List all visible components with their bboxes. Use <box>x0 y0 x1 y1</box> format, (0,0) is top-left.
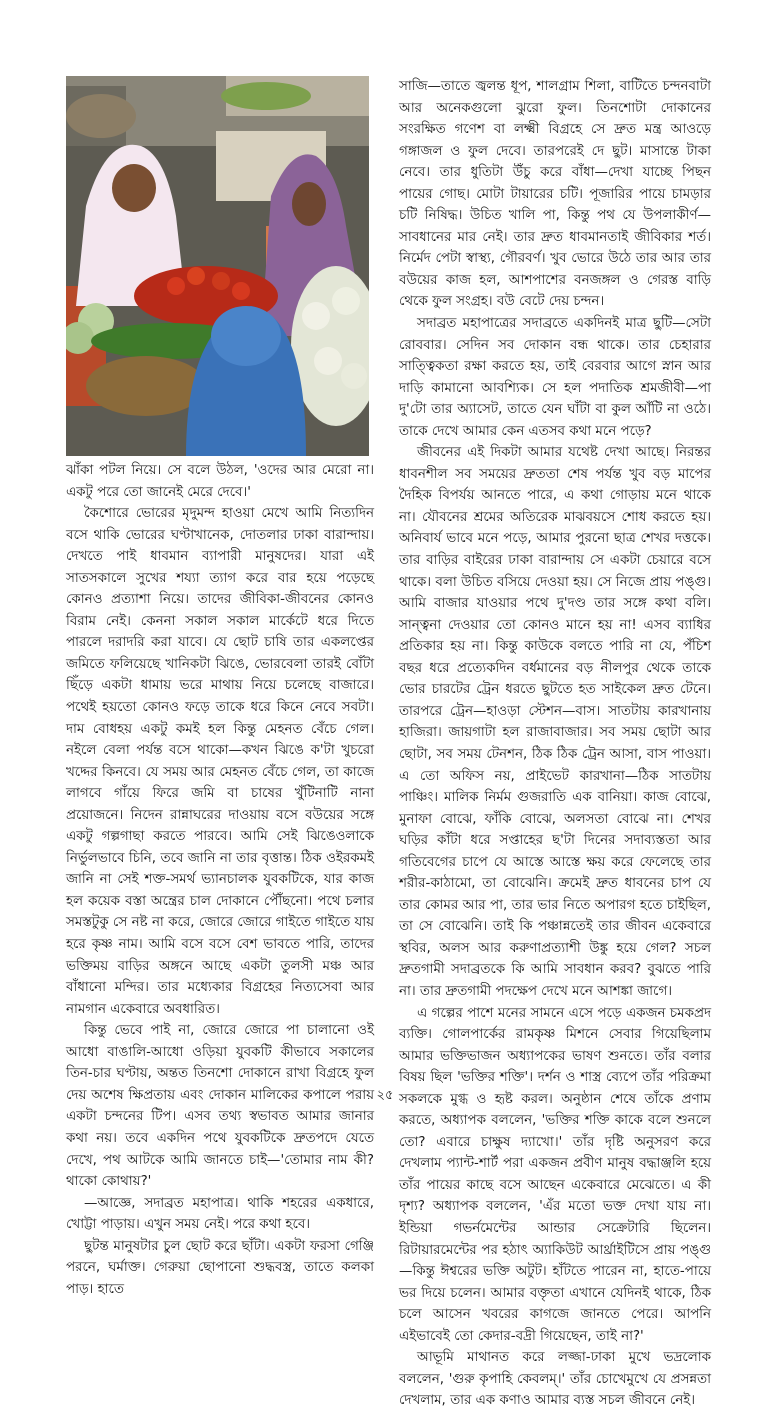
left-text-column <box>66 460 374 1300</box>
market-photo <box>66 76 369 456</box>
page-number: ২৫ <box>376 1088 394 1103</box>
paragraph: আভূমি মাথানত করে লজ্জা-ঢাকা মুখে ভদ্রলোক বললেন, 'গুরু কৃপাহি কেবলম্।' তাঁর চোখেমুখে যে প্রসন্নতা দেখলাম, তার এক কণাও আমার ব্যস্ত সচল জীবনে নেই। <box>399 1350 711 1409</box>
paragraph: সাজি—তাতে জ্বলন্ত ধূপ, শালগ্রাম শিলা, বাটিতে চন্দনবাটা আর অনেকগুলো ঝুরো ফুল। তিনশোটা দোকানের সংরক্ষিত গণেশ বা লক্ষ্মী বিগ্রহে সে দ্রুত মন্ত্র আওড়ে গঙ্গাজল ও ফুল দেবে। তারপরেই দে ছুট। মাসান্তে টাকা নেবে। তার ধুতিটা উঁচু করে বাঁধা—দেখা যাচ্ছে পিছন পায়ের গোছ। মোটা টায়ারের চটি। পূজারির পায়ে চামড়ার চটি নিষিদ্ধ। উচিত খালি পা, কিন্তু পথ যে উপলাকীর্ণ—সাবধানের মার নেই। তার দ্রুত ধাবমানতাই জীবিকার শর্ত। নির্মেদ পেটা স্বাস্থ্য, গৌরবর্ণ। খুব ভোরে উঠে তার আর তার বউয়ের কাজ হল, আশপাশের বনজঙ্গল ও গেরস্ত বাড়ি থেকে ফুল সংগ্রহ। বউ বেটে দেয় চন্দন। <box>399 79 711 310</box>
paragraph: কৈশোরে ভোরের মৃদুমন্দ হাওয়া মেখে আমি নিত্যদিন বসে থাকি ভোরের ঘণ্টাখানেক, দোতলার ঢাকা বারান্দায়। দেখতে পাই ধাবমান ব্যাপারী মানুষদের। যারা এই সাতসকালে সুখের শয্যা ত্যাগ করে বার হয়ে পড়েছে কোনও প্রত্যাশা নিয়ে। তাদের জীবিকা-জীবনের কোনও বিরাম নেই। কেননা সকাল সকাল মার্কেটে ধরে দিতে পারলে দরাদরি করা যাবে। যে ছোট চাষি তার একলপ্তের জমিতে ফলিয়েছে খানিকটা ঝিঙে, ভোরবেলা তারই বোঁটা ছিঁড়ে একটা ধামায় ভরে মাথায় নিয়ে চলেছে বাজারে। পথেই হয়তো কোনও ফড়ে তাকে ধরে কিনে নেবে সবটা। দাম বোধহয় একটু কমই হল কিন্তু মেহনত বেঁচে গেল। নইলে বেলা পর্যন্ত বসে থাকো—কখন ঝিঙে ক'টা খুচরো খদ্দের কিনবে। যে সময় আর মেহনত বেঁচে গেল, তা কাজে লাগবে গাঁয়ে ফিরে জমি বা চাষের খুঁটিনাটি নানা প্রয়োজনে। নিদেন রান্নাঘরের দাওয়ায় বসে বউয়ের সঙ্গে একটু গল্পগাছা করতে পারবে। আমি সেই ঝিঙেওলাকে নির্ভুলভাবে চিনি, তবে জানি না তার বৃত্তান্ত। ঠিক ওইরকমই জানি না সেই শক্ত-সমর্থ ভ্যানচালক যুবকটিকে, যার কাজ হল কয়েক বস্তা অন্ত্রের চাল দোকানে পৌঁছনো। পথে চলার সমস্তটুকু সে নষ্ট না করে, জোরে জোরে গাইতে গাইতে যায় হরে কৃষ্ণ নাম। আমি বসে বসে বেশ ভাবতে পারি, তাদের ভক্তিময় বাড়ির অঙ্গনে আছে একটা তুলসী মঞ্চ আর বাঁধানো মন্দির। তার মধ্যেকার বিগ্রহের নিত্যসেবা আর নামগান একেবারে অবধারিত। <box>66 506 374 1017</box>
paragraph: —আজ্ঞে, সদাব্রত মহাপাত্র। থাকি শহরের একধারে, খোট্টা পাড়ায়। এখুন সময় নেই। পরে কথা হবে। <box>66 1195 374 1233</box>
right-text-column <box>399 76 711 1412</box>
paragraph: ঝাঁকা পটল নিয়ে। সে বলে উঠল, 'ওদের আর মেরো না। একটু পরে তো জানেই মেরে দেবে।' <box>66 463 374 500</box>
paragraph: জীবনের এই দিকটা আমার যথেষ্ট দেখা আছে। নিরন্তর ধাবনশীল সব সময়ের দ্রুততা শেষ পর্যন্ত খুব বড় মাপের দৈহিক বিপর্যয় আনতে পারে, এ কথা গোড়ায় মনে থাকে না। যৌবনের শ্রমের অতিরেক মাঝবয়সে শোধ করতে হয়। অনিবার্য ভাবে মনে পড়ে, আমার পুরনো ছাত্র শেখর দত্তকে। তার বাড়ির বাইরের ঢাকা বারান্দায় সে একটা চেয়ারে বসে থাকে। বলা উচিত বসিয়ে দেওয়া হয়। সে নিজে প্রায় পঙ্গু। আমি বাজার যাওয়ার পথে দু'দণ্ড তার সঙ্গে কথা বলি। সান্ত্বনা দেওয়ার তো কোনও মানে হয় না! এসব ব্যাধির প্রতিকার হয় না। কিন্তু কাউকে বলতে পারি না যে, পঁচিশ বছর ধরে প্রত্যেকদিন বর্ধমানের বড় নীলপুর থেকে তাকে ভোর চারটের ট্রেন ধরতে ছুটতে হত সাইকেল দ্রুত টেনে। তারপরে ট্রেন—হাওড়া স্টেশন—বাস। সাতটায় কারখানায় হাজিরা। জায়গাটা হল রাজাবাজার। সব সময় ছোটা আর ছোটা, সব সময় টেনশন, ঠিক ঠিক ট্রেন আসা, বাস পাওয়া। এ তো অফিস নয়, প্রাইভেট কারখানা—ঠিক সাতটায় পাঞ্চিং। মালিক নির্মম গুজরাতি এক বানিয়া। কাজ বোঝে, মুনাফা বোঝে, ফাঁকি বোঝে, অলসতা বোঝে না। শেখর ঘড়ির কাঁটা ধরে সপ্তাহের ছ'টা দিনের সদাব্যস্ততা আর গতিবেগের চাপে যে আস্তে আস্তে ক্ষয় করে ফেলেছে তার শরীর-কাঠামো, তা বোঝেনি। ক্রমেই দ্রুত ধাবনের চাপ যে তার কোমর আর পা, তার ভার নিতে অপারগ হতে চাইছিল, তা সে বোঝেনি। তাই কি পঞ্চান্নতেই তার জীবন একেবারে স্থবির, অলস আর করুণাপ্রত্যাশী উঙ্কু হয়ে গেল? সচল দ্রুতগামী সদাব্রতকে কি আমি সাবধান করব? বুঝতে পারি না। তার দ্রুতগামী পদক্ষেপ দেখে মনে আশঙ্কা জাগে। <box>399 445 711 999</box>
paragraph: সদাব্রত মহাপাত্রের সদাব্রতে একদিনই মাত্র ছুটি—সেটা রোববার। সেদিন সব দোকান বন্ধ থাকে। তার চেহারার সাত্ত্বিকতা রক্ষা করতে হয়, তাই বেরবার আগে স্নান আর দাড়ি কামানো আবশ্যিক। সে হল পদাতিক শ্রমজীবী—পা দু'টো তার অ্যাসেট, তাতে যেন ঘাঁটা বা কুল আঁটি না ওঠে। তাকে দেখে আমার কেন এতসব কথা মনে পড়ে? <box>399 316 711 439</box>
paragraph: কিন্তু ভেবে পাই না, জোরে জোরে পা চালানো ওই আধো বাঙালি-আধো ওড়িয়া যুবকটি কীভাবে সকালের তিন-চার ঘণ্টায়, অন্তত তিনশো দোকানে রাখা বিগ্রহে ফুল দেয় অশেষ ক্ষিপ্রতায় এবং দোকান মালিকের কপালে পরায় একটা চন্দনের টিপ। এসব তথ্য স্বভাবত আমার জানার কথা নয়। তবে একদিন পথে যুবকটিকে দ্রুতপদে যেতে দেখে, পথ আটকে আমি জানতে চাই—'তোমার নাম কী? থাকো কোথায়?' <box>66 1023 374 1190</box>
paragraph: এ গল্পের পাশে মনের সামনে এসে পড়ে একজন চমকপ্রদ ব্যক্তি। গোলপার্কের রামকৃষ্ণ মিশনে সেবার গিয়েছিলাম আমার ভক্তিভাজন অধ্যাপকের ভাষণ শুনতে। তাঁর বলার বিষয় ছিল 'ভক্তির শক্তি'। দর্শন ও শাস্ত্র ব্যেপে তাঁর পরিক্রমা সকলকে মুগ্ধ ও হৃষ্ট করল। অনুষ্ঠান শেষে তাঁকে প্রণাম করতে, অধ্যাপক বললেন, 'ভক্তির শক্তি কাকে বলে শুনলে তো? এবারে চাক্ষুষ দ্যাখো।' তাঁর দৃষ্টি অনুসরণ করে দেখলাম প্যান্ট-শার্ট পরা একজন প্রবীণ মানুষ বদ্ধাঞ্জলি হয়ে তাঁর পায়ের কাছে বসে আছেন একেবারে মেঝেতে। এ কী দৃশ্য? অধ্যাপক বললেন, 'এঁর মতো ভক্ত দেখা যায় না। ইন্ডিয়া গভর্নমেন্টের আন্ডার সেক্রেটারি ছিলেন। রিটায়ারমেন্টের পর হঠাৎ অ্যাকিউট আর্থ্রাইটিসে প্রায় পঙ্গু—কিন্তু ঈশ্বরের ভক্তি অটুট। হাঁটতে পারেন না, হাতে-পায়ে ভর দিয়ে চলেন। আমার বক্তৃতা এখানে যেদিনই থাকে, ঠিক চলে আসেন খবরের কাগজে জানতে পেরে। আপনি এইভাবেই তো কেদার-বদ্রী গিয়েছেন, তাই না?' <box>399 1005 711 1344</box>
paragraph: ছুটন্ত মানুষটার চুল ছোট করে ছাঁটা। একটা ফরসা গেঞ্জি পরনে, ঘর্মাক্ত। গেরুয়া ছোপানো শুদ্ধবস্ত্র, তাতে কলকা পাড়। হাতে <box>66 1238 374 1297</box>
